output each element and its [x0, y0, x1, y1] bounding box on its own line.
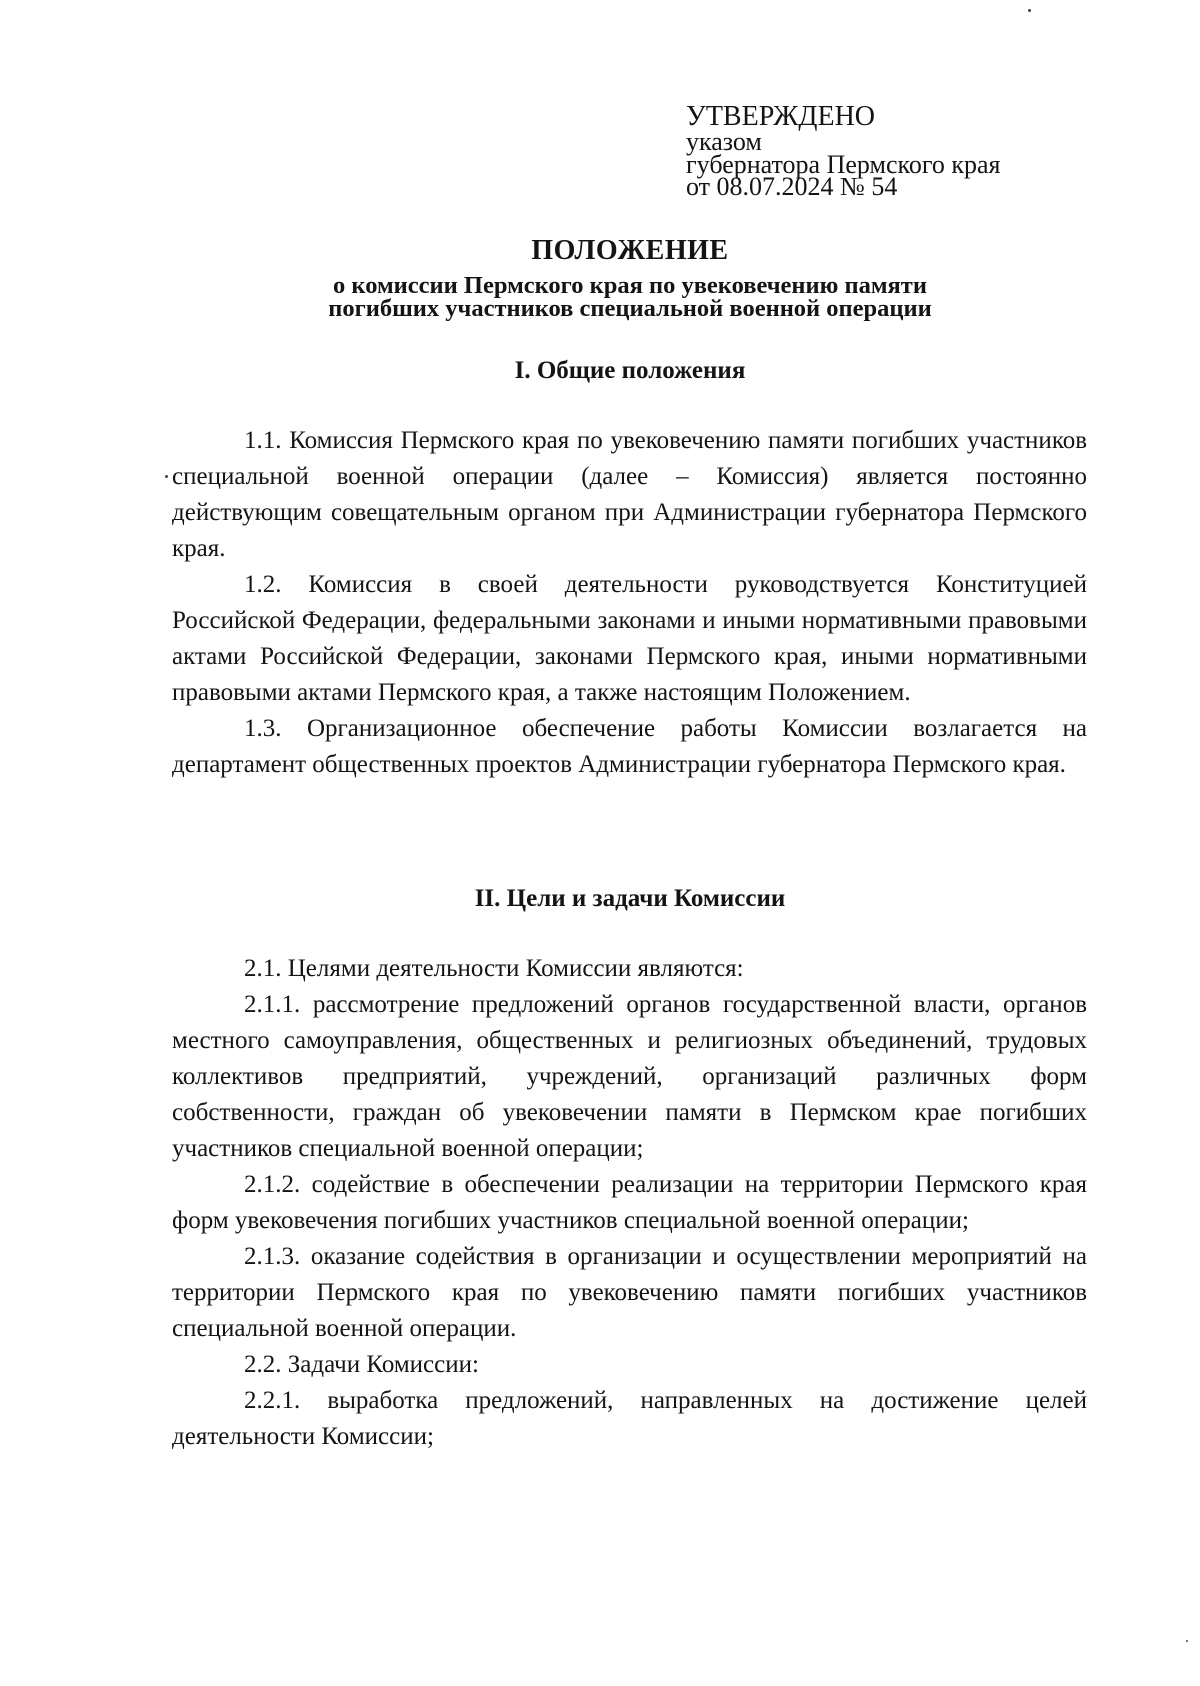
approval-line-decree: указом — [686, 127, 762, 156]
paragraph-2-2-1: 2.2.1. выработка предложений, направленных на достижение целей деятельности Комиссии; — [172, 1387, 1087, 1450]
paragraph-1-1: 1.1. Комиссия Пермского края по увековечению памяти погибших участников специальной военной операции (далее – Комиссия) является постоянно действующим совещательным органом при Администрации губернатора Пермского края. — [172, 427, 1087, 562]
paragraph-2-1-3: 2.1.3. оказание содействия в организации и осуществлении мероприятий на территории Пермского края по увековечению памяти погибших участников специальной военной операции. — [172, 1243, 1087, 1342]
paragraph-2-1: 2.1. Целями деятельности Комиссии являются: — [244, 955, 744, 982]
section-goals-body — [172, 951, 1087, 1455]
paragraph-2-2: 2.2. Задачи Комиссии: — [244, 1351, 479, 1378]
section-general-body — [172, 423, 1087, 783]
paragraph-1-3: 1.3. Организационное обеспечение работы Комиссии возлагается на департамент общественных проектов Администрации губернатора Пермского края. — [172, 715, 1087, 778]
scan-speck — [1186, 1640, 1188, 1642]
approval-line-governor: губернатора Пермского края — [686, 149, 1001, 179]
paragraph-2-1-2: 2.1.2. содействие в обеспечении реализации на территории Пермского края форм увековечения погибших участников специальной военной операции; — [172, 1171, 1087, 1234]
approval-stamp — [686, 101, 1001, 202]
document-title: ПОЛОЖЕНИЕ — [531, 235, 729, 266]
section-heading-general: I. Общие положения — [514, 357, 746, 384]
approval-line-date-number: от 08.07.2024 № 54 — [686, 172, 898, 202]
approval-title: УТВЕРЖДЕНО — [686, 101, 876, 132]
document-subtitle — [0, 272, 1200, 322]
paragraph-1-2: 1.2. Комиссия в своей деятельности руководствуется Конституцией Российской Федерации, федеральными законами и иными нормативными правовыми актами Российской Федерации, законами Пермского края, иными нормативными правовыми актами Пермского края, а также настоящим Положением. — [172, 571, 1087, 706]
section-heading-goals: II. Цели и задачи Комиссии — [474, 885, 786, 912]
paragraph-2-1-1: 2.1.1. рассмотрение предложений органов государственной власти, органов местного самоуправления, общественных и религиозных объединений, трудовых коллективов предприятий, учреждений, организаций различных форм собственности, граждан об увековечении памяти в Пермском крае погибших участников специальной военной операции; — [172, 991, 1087, 1162]
document-subtitle-line: о комиссии Пермского края по увековечению памяти — [333, 272, 927, 299]
scan-speck — [1028, 9, 1031, 12]
scan-speck — [165, 475, 168, 478]
document-subtitle-line: погибших участников специальной военной операции — [328, 294, 932, 322]
